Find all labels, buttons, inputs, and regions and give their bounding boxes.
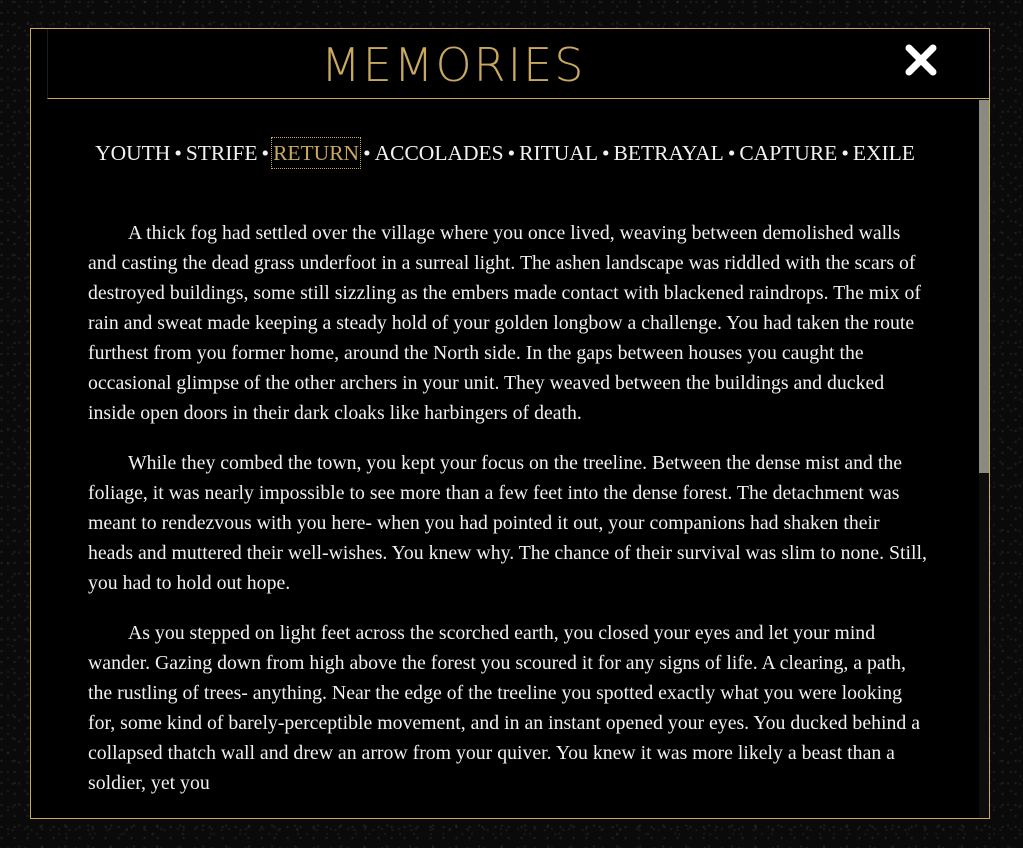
separator: • xyxy=(363,141,371,165)
modal-title: MEMORIES xyxy=(321,38,586,92)
scrollbar-thumb[interactable] xyxy=(979,100,989,473)
separator: • xyxy=(727,141,736,165)
story-text xyxy=(88,218,928,818)
separator: • xyxy=(841,141,849,165)
chapter-nav xyxy=(31,138,979,168)
close-x-icon xyxy=(904,43,938,77)
tab-capture[interactable]: CAPTURE xyxy=(739,141,838,165)
story-paragraph: As you stepped on light feet across the scorched earth, you closed your eyes and let your mind wander. Gazing down from high above the forest you scoured it for any signs of life. A clearing, a path, the rustling of trees- anything. Near the edge of the treeline you spotted exactly what you were looking for, some kind of barely-perceptible movement, and in an instant opened your eyes. You ducked behind a collapsed thatch wall and drew an arrow from your quiver. You knew it was more likely a beast than a soldier, yet you xyxy=(88,622,920,794)
story-paragraph: A thick fog had settled over the village where you once lived, weaving between demolished walls and casting the dead grass underfoot in a surreal light. The ashen landscape was riddled with the scars of destroyed buildings, some still sizzling as the embers made contact with blackened raindrops. The mix of rain and sweat made keeping a steady hold of your golden longbow a challenge. You had taken the route furthest from you former home, around the North side. In the gaps between houses you caught the occasional glimpse of the other archers in your unit. They weaved between the buildings and ducked inside open doors in their dark cloaks like harbingers of death. xyxy=(88,222,921,424)
tab-ritual[interactable]: RITUAL xyxy=(519,141,598,165)
tab-youth[interactable]: YOUTH xyxy=(95,141,171,165)
tab-strife[interactable]: STRIFE xyxy=(185,141,258,165)
separator: • xyxy=(174,141,182,165)
separator: • xyxy=(261,141,270,165)
tab-accolades[interactable]: ACCOLADES xyxy=(374,141,504,165)
scrollbar[interactable] xyxy=(979,100,989,818)
tab-return[interactable]: RETURN xyxy=(272,138,360,168)
separator: • xyxy=(601,141,610,165)
separator: • xyxy=(507,141,516,165)
tab-exile[interactable]: EXILE xyxy=(852,141,915,165)
story-paragraph: While they combed the town, you kept your focus on the treeline. Between the dense mist and the foliage, it was nearly impossible to see more than a few feet into the dense forest. The detachment was meant to rendezvous with you here- when you had pointed it out, your companions had shaken their heads and muttered their well-wishes. You knew why. The chance of their survival was slim to none. Still, you had to hold out hope. xyxy=(88,452,927,594)
close-button[interactable] xyxy=(904,43,938,77)
modal-body xyxy=(31,100,979,819)
modal-header xyxy=(47,29,990,99)
tab-betrayal[interactable]: BETRAYAL xyxy=(613,141,724,165)
memories-modal xyxy=(30,28,990,819)
